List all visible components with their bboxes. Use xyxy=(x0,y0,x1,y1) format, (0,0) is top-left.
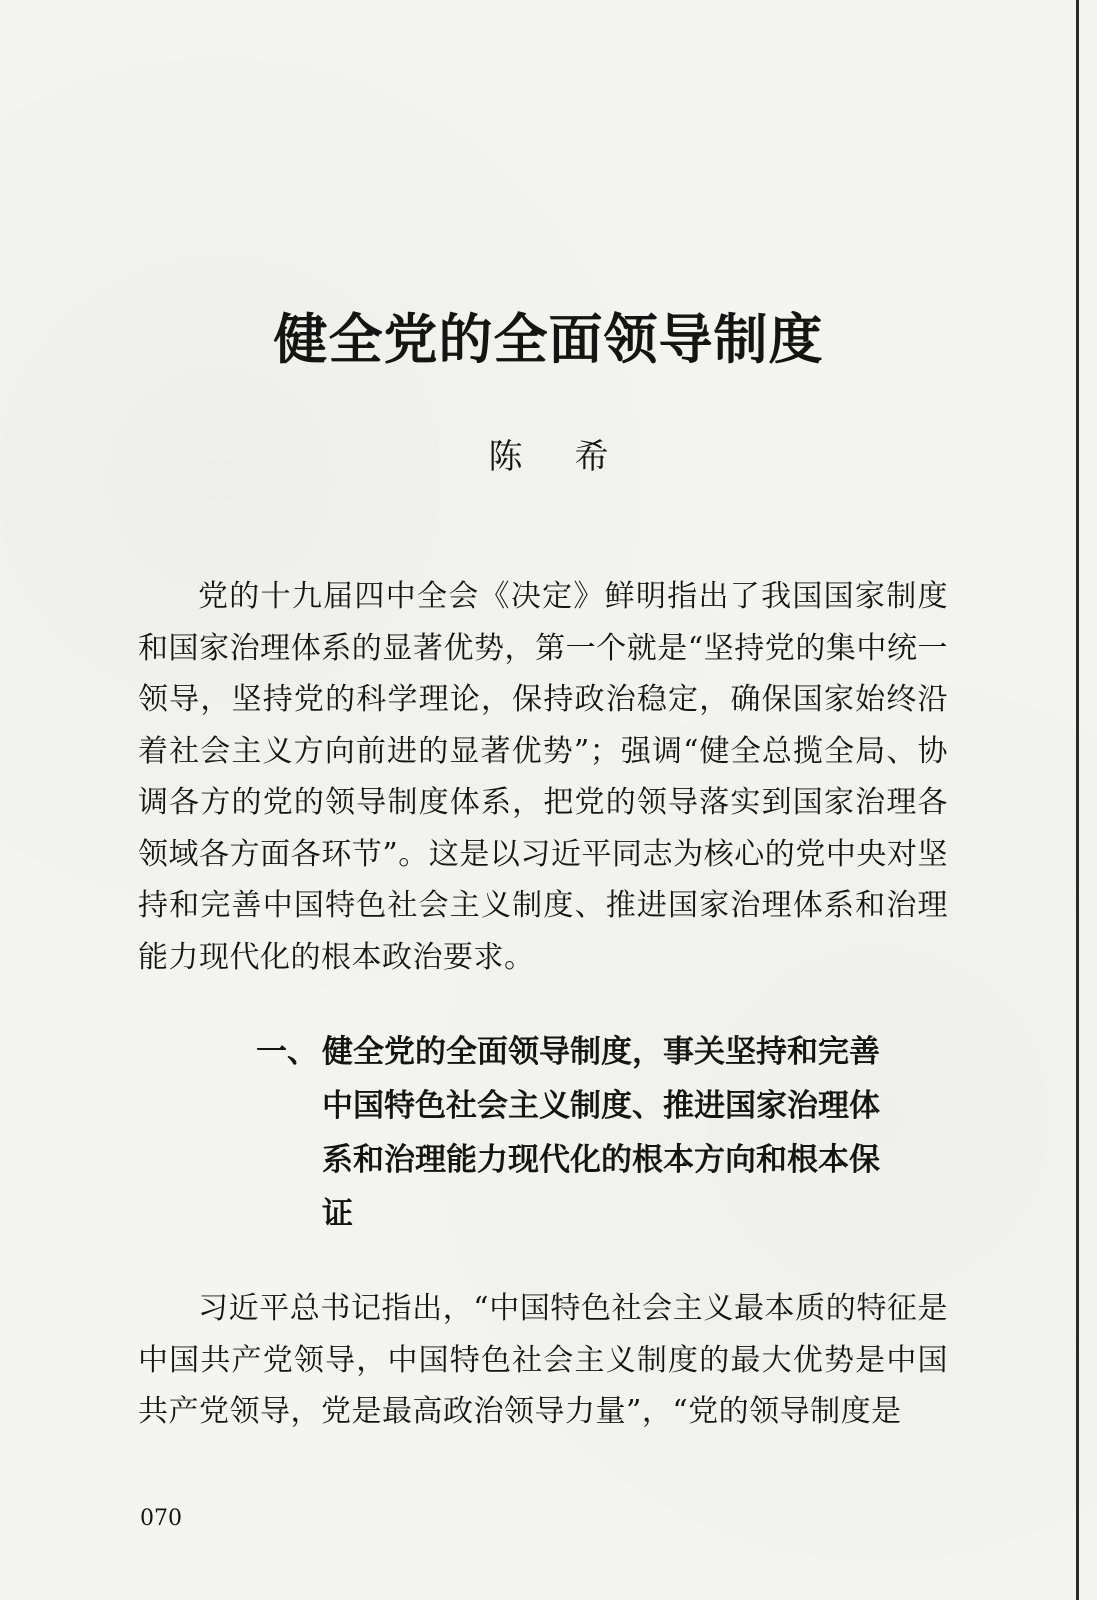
article-title: 健全党的全面领导制度 xyxy=(273,308,824,371)
paragraph-body: 习近平总书记指出，“中国特色社会主义最本质的特征是中国共产党领导，中国特色社会主义制度的最大优势是中国共产党领导，党是最高政治领导力量”，“党的领导制度是 xyxy=(138,1291,948,1429)
scan-edge-line xyxy=(1076,0,1079,1600)
page-number: 070 xyxy=(140,1506,182,1531)
paragraph-intro: 党的十九届四中全会《决定》鲜明指出了我国国家制度和国家治理体系的显著优势，第一个就是“坚持党的集中统一领导，坚持党的科学理论，保持政治稳定，确保国家始终沿着社会主义方向前进的显著优势”；强调“健全总揽全局、协调各方的党的领导制度体系，把党的领导落实到国家治理各领域各方面各环节”。这是以习近平同志为核心的党中央对坚持和完善中国特色社会主义制度、推进国家治理体系和治理能力现代化的根本政治要求。 xyxy=(138,579,948,975)
author-name: 陈希 xyxy=(488,437,661,477)
section-number: 一、 xyxy=(256,1034,318,1070)
section-heading-text: 健全党的全面领导制度，事关坚持和完善中国特色社会主义制度、推进国家治理体系和治理能力现代化的根本方向和根本保证 xyxy=(322,1034,880,1232)
